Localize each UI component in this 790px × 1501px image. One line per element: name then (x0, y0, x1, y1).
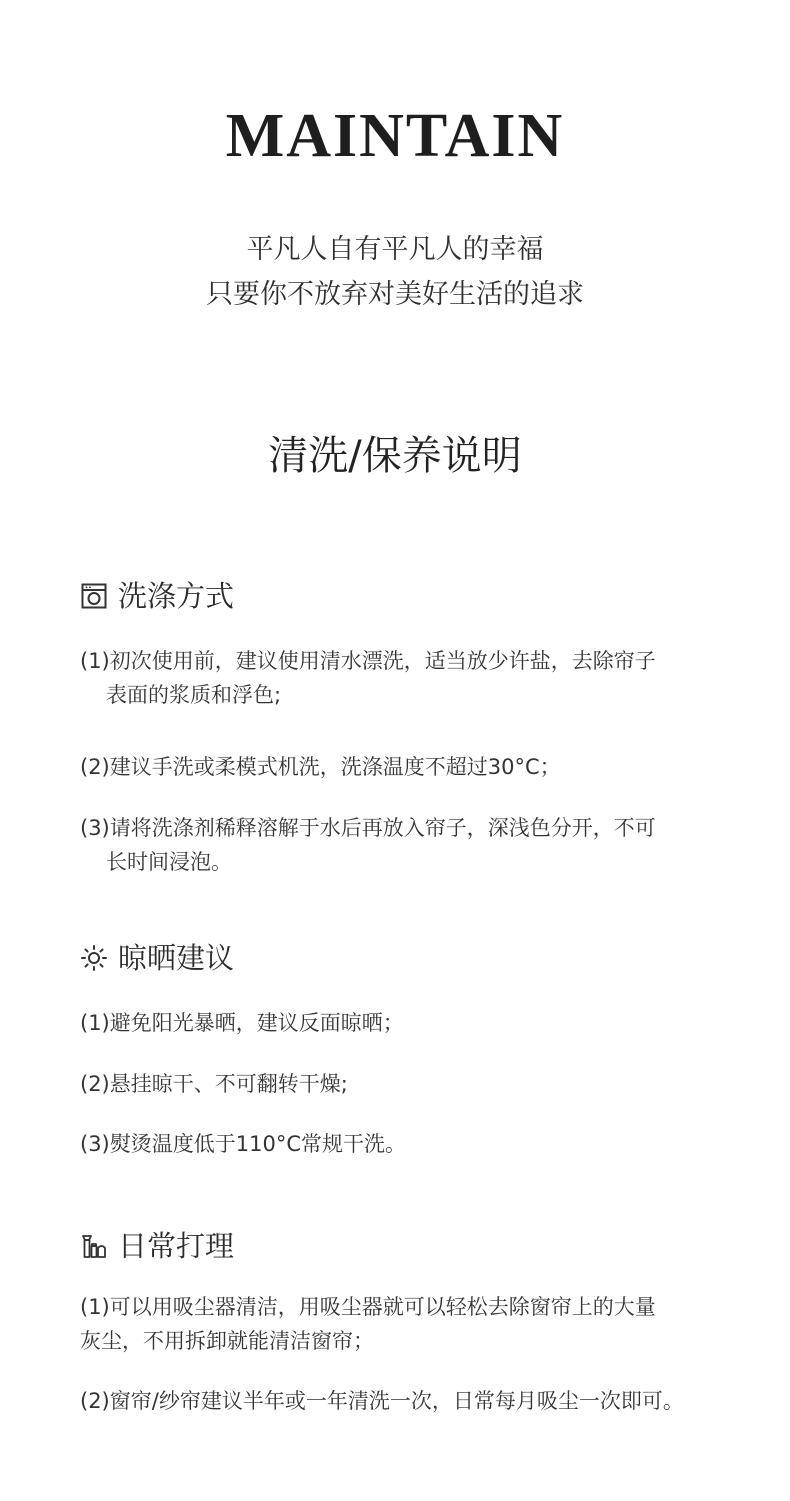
item-text-continued: 长时间浸泡。 (106, 850, 232, 874)
list-item (80, 1006, 720, 1040)
item-number: (3) (80, 816, 110, 840)
washing-machine-icon (80, 582, 108, 610)
item-text: 避免阳光暴晒，建议反面晾晒； (109, 1011, 404, 1035)
section-daily-care-title: 日常打理 (118, 1229, 235, 1263)
slogan-line-1: 平凡人自有平凡人的幸福 (246, 234, 544, 265)
item-number: (2) (80, 1072, 110, 1096)
section-washing-header (80, 576, 234, 616)
list-item (80, 750, 720, 784)
hero-title: MAINTAIN (225, 102, 565, 170)
page-heading: 清洗/保养说明 (268, 433, 522, 479)
item-text: (2)窗帘/纱帘建议半年或一年清洗一次，日常每月吸尘一次即可。 (80, 1389, 684, 1413)
slogan-line-2: 只要你不放弃对美好生活的追求 (206, 279, 584, 310)
item-text-continued: 表面的浆质和浮色; (106, 683, 282, 707)
list-item (80, 644, 720, 712)
item-number: (2) (80, 755, 110, 779)
section-daily-care-header (80, 1226, 234, 1266)
item-number: (1) (80, 649, 110, 673)
item-text: 建议手洗或柔模式机洗，洗涤温度不超过30°C； (109, 755, 561, 779)
cleaning-bottles-icon (80, 1232, 108, 1260)
item-text: 熨烫温度低于110°C常规干洗。 (109, 1132, 406, 1156)
item-number: (3) (80, 1132, 110, 1156)
sun-icon (80, 944, 108, 972)
list-item (80, 1384, 720, 1418)
list-item (80, 811, 720, 879)
list-item (80, 1067, 720, 1101)
section-drying-title: 晾晒建议 (118, 941, 235, 975)
list-item (80, 1127, 720, 1161)
section-washing-title: 洗涤方式 (118, 579, 235, 613)
item-text: 请将洗涤剂稀释溶解于水后再放入帘子，深浅色分开，不可 (109, 816, 656, 840)
list-item (80, 1290, 720, 1358)
item-text: 悬挂晾干、不可翻转干燥; (109, 1072, 348, 1096)
item-text: 初次使用前，建议使用清水漂洗，适当放少许盐，去除帘子 (109, 649, 656, 673)
section-drying-header (80, 938, 234, 978)
item-text: (1)可以用吸尘器清洁，用吸尘器就可以轻松去除窗帘上的大量 (80, 1295, 656, 1319)
item-number: (1) (80, 1011, 110, 1035)
item-text-continued: 灰尘，不用拆卸就能清洁窗帘； (80, 1329, 374, 1353)
